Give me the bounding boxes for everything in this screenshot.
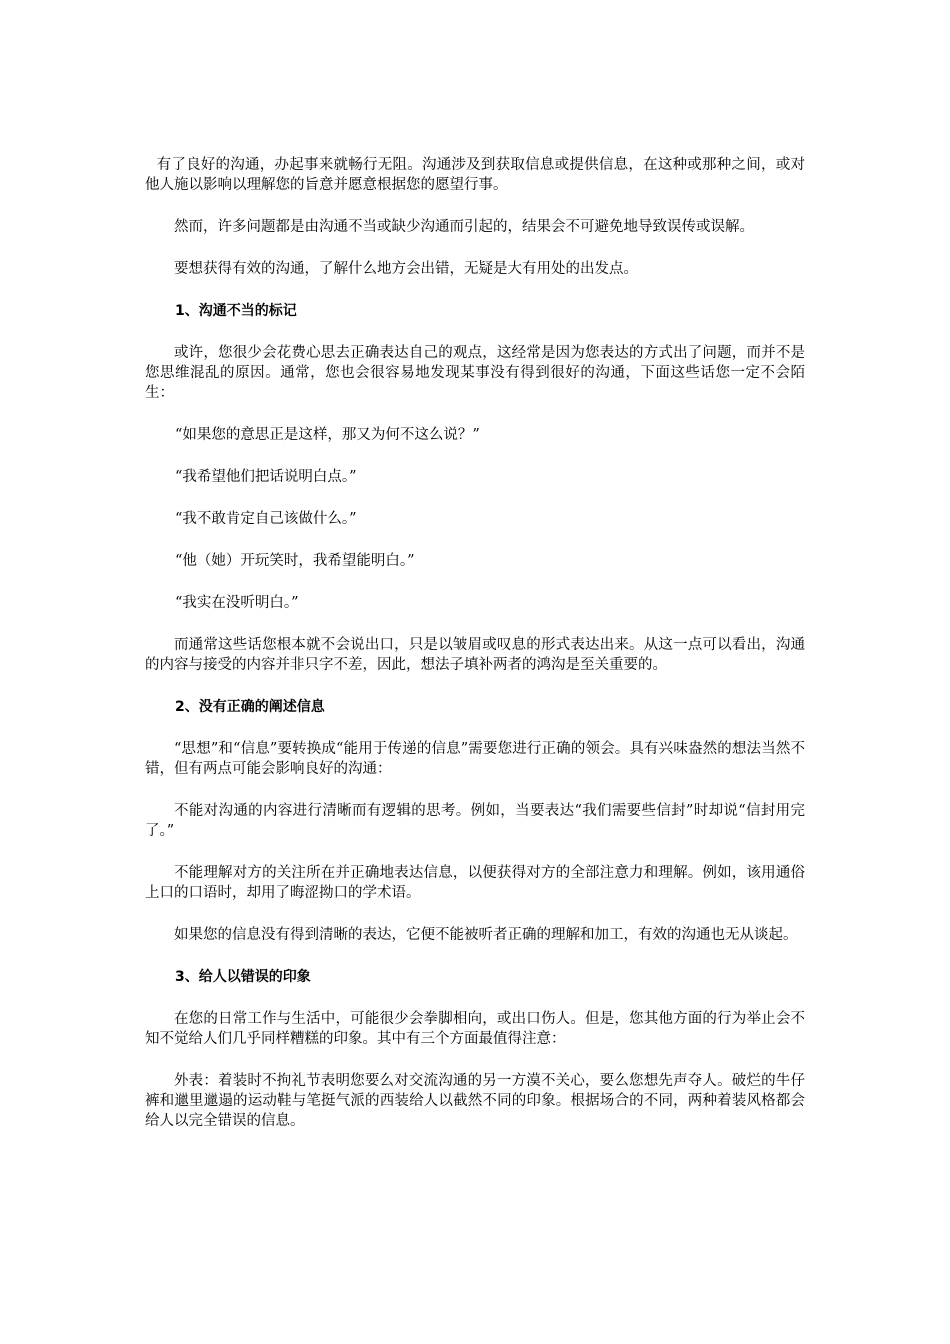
quote-3: “我不敢肯定自己该做什么。” [175,511,357,527]
quote-2: “我希望他们把话说明白点。” [175,469,357,485]
section-2-paragraph-4: 如果您的信息没有得到清晰的表达，它便不能被听者正确的理解和加工，有效的沟通也无从谈起。 [174,927,798,943]
intro-paragraph-2: 然而，许多问题都是由沟通不当或缺少沟通而引起的，结果会不可避免地导致误传或误解。 [174,219,754,235]
section-2-paragraph-2: 不能对沟通的内容进行清晰而有逻辑的思考。例如，当要表达“我们需要些信封”时却说“信封用完了。” [145,803,805,839]
quote-4: “他（她）开玩笑时，我希望能明白。” [175,553,415,569]
section-1-heading: 1、沟通不当的标记 [175,303,297,319]
document-page [145,155,805,1153]
section-3-heading: 3、给人以错误的印象 [175,969,311,985]
section-1-intro: 或许，您很少会花费心思去正确表达自己的观点，这经常是因为您表达的方式出了问题，而并不是您思维混乱的原因。通常，您也会很容易地发现某事没有得到很好的沟通，下面这些话您一定不会陌生： [145,345,805,401]
section-3-paragraph-2: 外表：着装时不拘礼节表明您要么对交流沟通的另一方漠不关心，要么您想先声夺人。破烂的牛仔裤和邋里邋遢的运动鞋与笔挺气派的西装给人以截然不同的印象。根据场合的不同，两种着装风格都会给人以完全错误的信息。 [145,1073,805,1129]
intro-paragraph-1: 有了良好的沟通，办起事来就畅行无阻。沟通涉及到获取信息或提供信息，在这种或那种之间，或对他人施以影响以理解您的旨意并愿意根据您的愿望行事。 [145,157,805,193]
section-3-paragraph-1: 在您的日常工作与生活中，可能很少会拳脚相向，或出口伤人。但是，您其他方面的行为举止会不知不觉给人们几乎同样糟糕的印象。其中有三个方面最值得注意： [145,1011,805,1047]
section-2-paragraph-1: “思想”和“信息”要转换成“能用于传递的信息”需要您进行正确的领会。具有兴味盎然的想法当然不错，但有两点可能会影响良好的沟通： [145,741,805,777]
quote-5: “我实在没听明白。” [175,595,299,611]
section-2-heading: 2、没有正确的阐述信息 [175,699,325,715]
intro-paragraph-3: 要想获得有效的沟通，了解什么地方会出错，无疑是大有用处的出发点。 [174,261,638,277]
section-1-outro: 而通常这些话您根本就不会说出口，只是以皱眉或叹息的形式表达出来。从这一点可以看出，沟通的内容与接受的内容并非只字不差，因此，想法子填补两者的鸿沟是至关重要的。 [145,637,805,673]
quote-1: “如果您的意思正是这样，那又为何不这么说？” [175,427,480,443]
section-2-paragraph-3: 不能理解对方的关注所在并正确地表达信息，以便获得对方的全部注意力和理解。例如，该用通俗上口的口语时，却用了晦涩拗口的学术语。 [145,865,805,901]
